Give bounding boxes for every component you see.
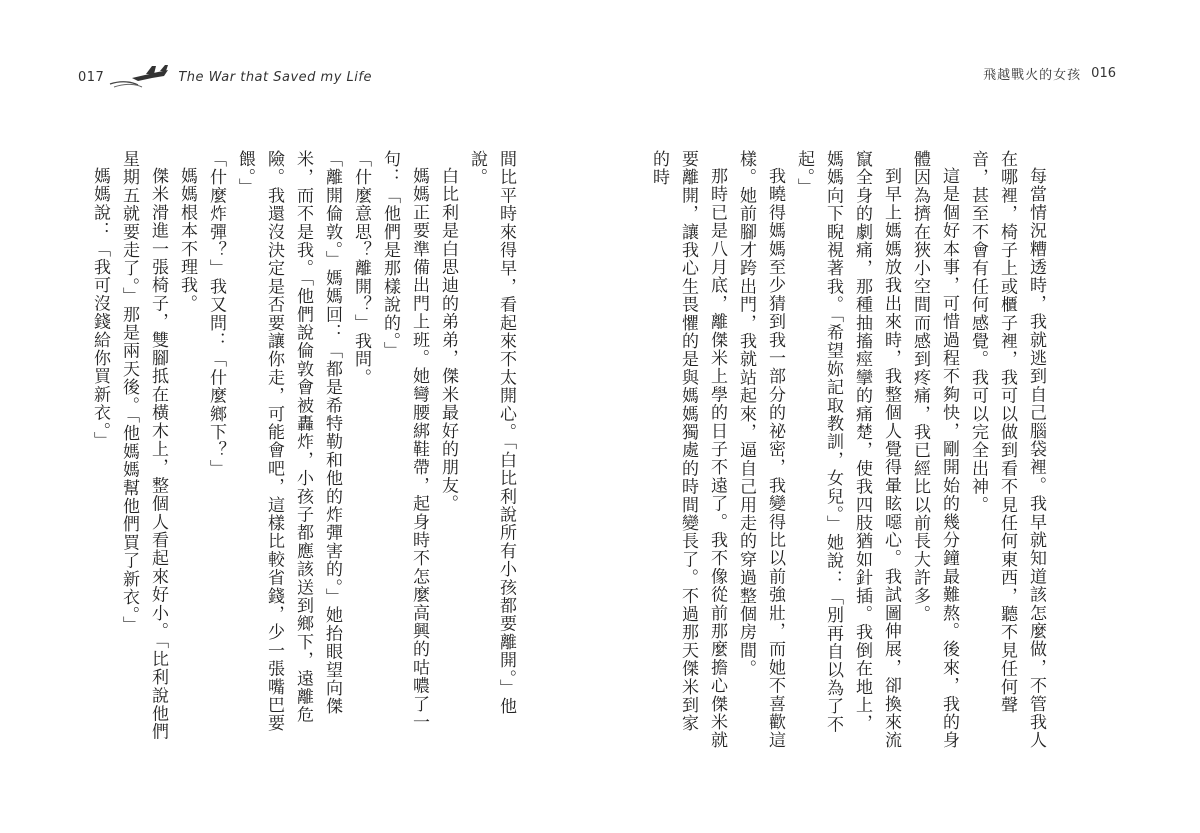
paragraph: 傑米滑進一張椅子，雙腳抵在橫木上，整個人看起來好小。「比利說他們星期五就要走了。」那是兩天後。「他媽媽幫他們買了新衣。」	[119, 150, 168, 741]
paragraph: 媽媽說：「我可沒錢給你買新衣。」	[90, 167, 110, 450]
paragraph: 白比利是白思迪的弟弟，傑米最好的朋友。	[438, 167, 458, 513]
paragraph: 「什麼炸彈？」我又問：「什麼鄉下？」	[206, 150, 226, 478]
paragraph: 這是個好本事，可惜過程不夠快，剛開始的幾分鐘最難熬。後來，我的身體因為擠在狹小空間而感到疼痛，我已經比以前長大許多。	[910, 150, 959, 750]
paragraph: 每當情況糟透時，我就逃到自己腦袋裡。我早就知道該怎麼做，不管我人在哪裡，椅子上或櫃子裡，我可以做到看不見任何東西，聽不見任何聲音，甚至不會有任何感覺。我可以完全出神。	[968, 150, 1046, 750]
paragraph: 間比平時來得早，看起來不太開心。「白比利說所有小孩都要離開。」他說。	[467, 150, 516, 716]
airplane-icon	[104, 60, 178, 94]
left-page-header	[78, 62, 372, 92]
paragraph: 那時已是八月底，離傑米上學的日子不遠了。我不像從前那麼擔心傑米就要離開，讓我心生畏懼的是與媽媽獨處的時間變長了。不過那天傑米到家的時	[649, 150, 727, 750]
paragraph: 「離開倫敦。」媽媽回：「都是希特勒和他的炸彈害的。」她抬眼望向傑米，而不是我。「他們說倫敦會被轟炸，小孩子都應該送到鄉下，遠離危險。我還沒決定是否要讓你走，可能會吧，這樣比較省錢，少一張嘴巴要餵。」	[235, 150, 342, 733]
left-page-number: 017	[78, 69, 105, 85]
english-book-title: The War that Saved my Life	[178, 69, 372, 85]
paragraph: 「什麼意思？離開？」我問。	[351, 150, 371, 387]
paragraph: 我曉得媽媽至少猜到我一部分的祕密，我變得比以前強壯，而她不喜歡這樣。她前腳才跨出門，我就站起來，逼自己用走的穿過整個房間。	[736, 150, 785, 750]
paragraph: 媽媽正要準備出門上班。她彎腰綁鞋帶，起身時不怎麼高興的咕噥了一句：「他們是那樣說的。」	[380, 150, 429, 732]
right-page-text	[649, 150, 1050, 750]
paragraph: 到早上媽媽放我出來時，我整個人覺得暈眩噁心。我試圖伸展，卻換來流竄全身的劇痛，那種抽搐痙攣的痛楚，使我四肢猶如針插。我倒在地上，媽媽向下睨視著我。「希望妳記取教訓，女兒。」她說：「別再自以為了不起。」	[794, 150, 901, 750]
right-page-header	[983, 64, 1116, 83]
right-page-number: 016	[1091, 66, 1116, 81]
left-page-text	[80, 150, 520, 750]
left-page	[70, 150, 520, 750]
chinese-book-title: 飛越戰火的女孩	[983, 68, 1082, 83]
paragraph: 媽媽根本不理我。	[177, 167, 197, 313]
right-page	[649, 150, 1050, 750]
